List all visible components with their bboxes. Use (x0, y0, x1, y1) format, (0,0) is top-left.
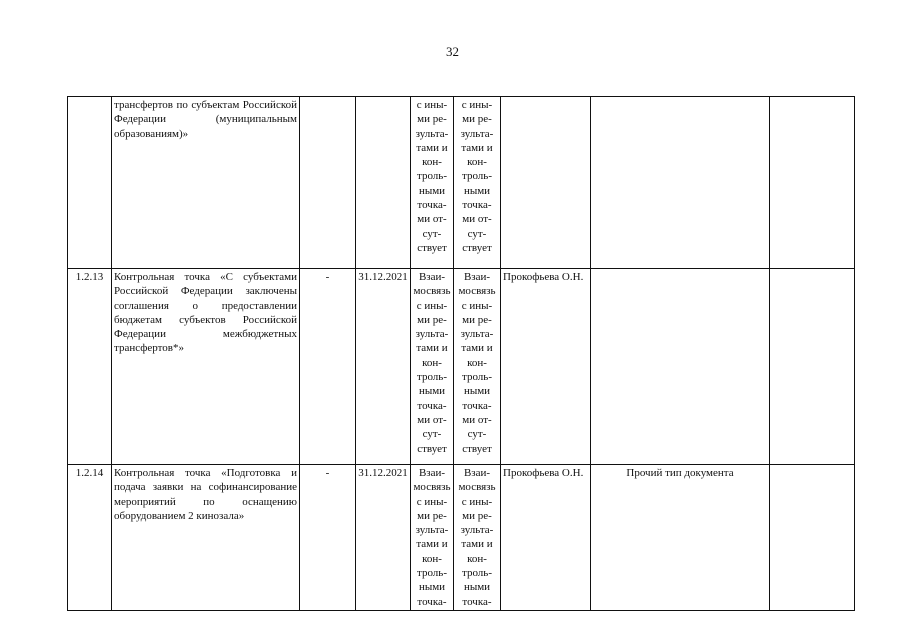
relation-line: троль- (462, 371, 492, 384)
extra-cell (770, 465, 855, 611)
relation-line: мосвязь (413, 285, 451, 298)
relation-line: зульта- (460, 328, 494, 341)
relation-line: точка- (462, 595, 492, 608)
start-date-cell (300, 97, 356, 269)
document-type-cell (591, 269, 770, 465)
row-number-cell: 1.2.13 (68, 269, 112, 465)
relation-line: зульта- (415, 127, 449, 140)
relation-line: сут- (467, 227, 487, 240)
relation-line: с ины- (461, 495, 493, 508)
relation-line: ми ре- (462, 113, 492, 126)
relation-line: Взаи- (463, 467, 491, 479)
start-date-cell: - (300, 465, 356, 611)
relation-line: тами и (461, 538, 493, 551)
page-number: 32 (446, 44, 459, 59)
relation-line: тами и (416, 342, 448, 355)
relation-line: сут- (467, 428, 487, 441)
relation-line: зульта- (415, 328, 449, 341)
extra-cell (770, 97, 855, 269)
control-point-name-cell: трансфертов по субъектам Российской Федерации (муниципальным образованиям)» (112, 97, 300, 269)
relation-line: кон- (422, 356, 442, 369)
relation-line: точка- (417, 199, 447, 212)
relation-line: троль- (417, 567, 447, 580)
relation-line: ными (463, 581, 491, 594)
relation-line: тами и (461, 342, 493, 355)
relation-cell (454, 269, 501, 465)
relation-line: мосвязь (458, 285, 496, 298)
relation-line: ми ре- (462, 313, 492, 326)
relation-line: ными (418, 385, 446, 398)
relation-line: троль- (417, 170, 447, 183)
end-date-cell: 31.12.2021 (356, 465, 411, 611)
relation-line: с ины- (461, 99, 493, 111)
relation-line: ными (463, 385, 491, 398)
relation-line: мосвязь (458, 481, 496, 494)
responsible-person-cell: Прокофьева О.Н. (501, 269, 591, 465)
relation-line: точка- (462, 399, 492, 412)
table-row (68, 97, 855, 269)
relation-line: ми ре- (417, 113, 447, 126)
relation-line: с ины- (416, 495, 448, 508)
relation-line: Взаи- (463, 271, 491, 283)
control-points-table (67, 96, 855, 611)
relation-line: Взаи- (418, 467, 446, 479)
document-type-cell: Прочий тип документа (591, 465, 770, 611)
relation-line: мосвязь (413, 481, 451, 494)
end-date-cell (356, 97, 411, 269)
control-point-name-cell: Контрольная точка «С субъектами Российской Федерации заключены соглашения о предоставлении бюджетам субъектов Российской Федерации межбюджетных трансфертов*» (112, 269, 300, 465)
relation-line: ствует (417, 241, 447, 254)
relation-line: ми от- (417, 413, 447, 426)
relation-line: ми ре- (417, 509, 447, 522)
relation-line: ми от- (417, 213, 447, 226)
relation-line: кон- (422, 552, 442, 565)
relation-line: ми от- (462, 213, 492, 226)
relation-line: сут- (422, 428, 442, 441)
relation-line: тами и (461, 141, 493, 154)
relation-line: тами и (416, 538, 448, 551)
relation-line: ными (418, 581, 446, 594)
relation-line: точка- (462, 199, 492, 212)
relation-line: кон- (422, 156, 442, 169)
relation-line: кон- (467, 356, 487, 369)
responsible-person-cell: Прокофьева О.Н. (501, 465, 591, 611)
relation-line: ными (463, 184, 491, 197)
relation-line: зульта- (460, 524, 494, 537)
relation-line: ми от- (462, 413, 492, 426)
relation-line: кон- (467, 156, 487, 169)
relation-line: троль- (462, 170, 492, 183)
relation-line: с ины- (416, 99, 448, 111)
relation-cell (454, 97, 501, 269)
relation-line: зульта- (415, 524, 449, 537)
relation-line: точка- (417, 399, 447, 412)
relation-line: Взаи- (418, 271, 446, 283)
relation-cell (411, 465, 454, 611)
row-number-cell (68, 97, 112, 269)
relation-line: троль- (462, 567, 492, 580)
relation-line: тами и (416, 141, 448, 154)
relation-line: с ины- (461, 299, 493, 312)
relation-line: точка- (417, 595, 447, 608)
relation-line: ми ре- (462, 509, 492, 522)
relation-line: ствует (462, 442, 492, 455)
relation-line: ными (418, 184, 446, 197)
end-date-cell: 31.12.2021 (356, 269, 411, 465)
extra-cell (770, 269, 855, 465)
relation-line: троль- (417, 371, 447, 384)
table-row (68, 465, 855, 611)
table-row (68, 269, 855, 465)
relation-line: с ины- (416, 299, 448, 312)
relation-cell (411, 269, 454, 465)
relation-line: кон- (467, 552, 487, 565)
row-number-cell: 1.2.14 (68, 465, 112, 611)
document-type-cell (591, 97, 770, 269)
relation-cell (411, 97, 454, 269)
responsible-person-cell (501, 97, 591, 269)
relation-line: ми ре- (417, 313, 447, 326)
control-point-name-cell: Контрольная точка «Подготовка и подача заявки на софинансирование мероприятий по оснащению оборудованием 2 кинозала» (112, 465, 300, 611)
relation-cell (454, 465, 501, 611)
relation-line: зульта- (460, 127, 494, 140)
start-date-cell: - (300, 269, 356, 465)
relation-line: ствует (417, 442, 447, 455)
relation-line: сут- (422, 227, 442, 240)
relation-line: ствует (462, 241, 492, 254)
